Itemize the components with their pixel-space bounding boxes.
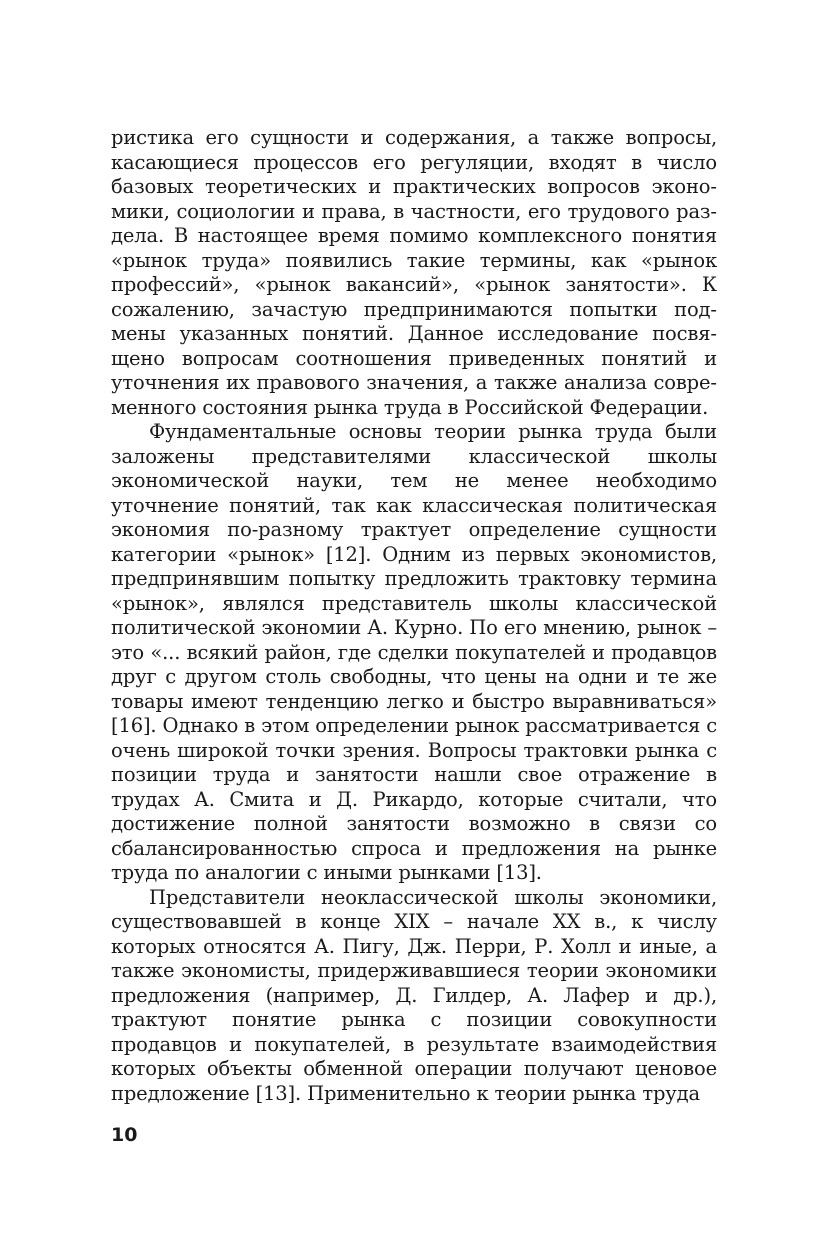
page-body <box>111 126 717 1106</box>
paragraph-2: Фундаментальные основы теории рынка труда были заложены представителями классической школы экономической науки, тем не менее необходимо уточнение понятий, так как классическая политическая экономия по-разному трактует определение сущности категории «рынок» [12]. Одним из первых экономистов, предпринявшим попытку предложить трактовку термина «рынок», являлся представитель школы классической политической экономии А. Курно. По его мнению, рынок – это «... всякий район, где сделки покупателей и продавцов друг с другом столь свободны, что цены на одни и те же товары имеют тенденцию легко и быстро выравниваться» [16]. Однако в этом определении рынок рассматривается с очень широкой точки зрения. Вопросы трактовки рынка с позиции труда и занятости нашли свое отражение в трудах А. Смита и Д. Рикардо, которые считали, что достижение полной занятости возможно в связи со сбалансированностью спроса и предложения на рынке труда по аналогии с иными рынками [13]. <box>111 420 717 884</box>
paragraph-1: ристика его сущности и содержания, а также вопросы, касающиеся процессов его регуляции, входят в число базовых теоретических и практических вопросов экономики, социологии и права, в частности, его трудового раздела. В настоящее время помимо комплексного понятия «рынок труда» появились такие термины, как «рынок профессий», «рынок вакансий», «рынок занятости». К сожалению, зачастую предпринимаются попытки подмены указанных понятий. Данное исследование посвящено вопросам соотношения приведенных понятий и уточнения их правового значения, а также анализа современного состояния рынка труда в Российской Федерации. <box>111 126 717 419</box>
page-number: 10 <box>111 1124 138 1146</box>
paragraph-3: Представители неоклассической школы экономики, существовавшей в конце XIX – начале XX в., к числу которых относятся А. Пигу, Дж. Перри, Р. Холл и иные, а также экономисты, придерживавшиеся теории экономики предложения (например, Д. Гилдер, А. Лафер и др.), трактуют понятие рынка с позиции совокупности продавцов и покупателей, в результате взаимодействия которых объекты обменной операции получают ценовое предложение [13]. Применительно к теории рынка труда <box>111 885 717 1105</box>
